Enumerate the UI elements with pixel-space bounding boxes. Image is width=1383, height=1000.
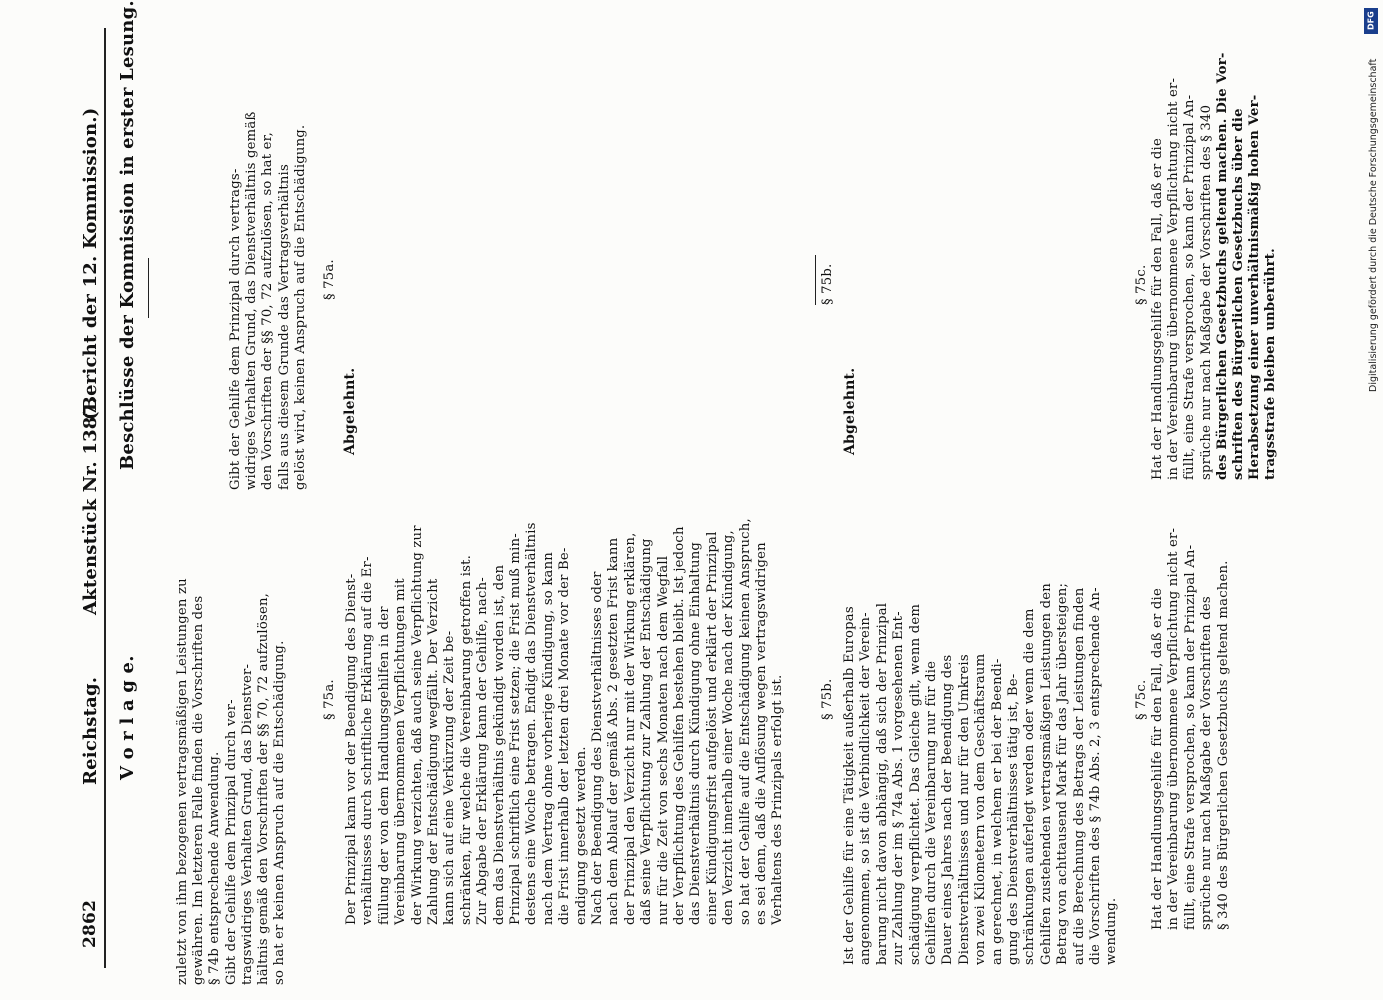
text-line: Herabsetzung einer unverhältnismäßig hohen Ver- [1247,94,1263,480]
text-line: Zahlung der Entschädigung wegfällt. Der Verzicht [426,578,441,925]
abgelehnt-75b: Abgelehnt. [842,367,858,455]
text-line: sprüche nur nach Maßgabe der Vorschriften des § 340 [1198,104,1214,480]
text-line: Hat der Handlungsgehilfe für den Fall, daß er die [1150,588,1165,930]
text-line: es sei denn, daß die Auflösung wegen vertragswidrigen [754,542,769,925]
text-line: § 74b entsprechende Anwendung. [207,751,223,985]
aktenstueck-heading: Aktenstück Nr. 1387. [80,397,101,615]
text-line: der Wirkung verzichten, daß auch seine Verpflichtung zur [409,525,425,925]
text-line: nur für die Zeit von sechs Monaten nach dem Wegfall [655,555,671,925]
text-line: Gehilfen durch die Vereinbarung nur für die [924,660,939,965]
text-line: Gibt der Gehilfe dem Prinzipal durch vertrags- [228,168,243,490]
text-line: zuletzt von ihm bezogenen vertragsmäßigen Leistungen zu [175,578,190,985]
text-line: gung des Dienstverhältnisses tätig ist, Be- [1006,673,1021,965]
page-number: 2862 [80,899,100,948]
text-line: barung nicht davon abhängig, daß sich der Prinzipal [874,602,890,965]
dfg-logo: DFG [1364,8,1378,34]
beschluesse-paragraph-75a: § 75a. [322,259,337,300]
text-line: Zur Abgabe der Erklärung kann der Gehilfe, nach- [475,577,491,925]
text-line: sprüche nur nach Maßgabe der Vorschriften des [1199,596,1215,930]
text-line: gewähren. Im letzteren Falle finden die Vorschriften des [191,595,207,985]
vorlage-paragraph-75c: § 75c. [1134,679,1149,720]
text-line: nach dem Ablauf der gemäß Abs. 2 gesetzten Frist kann [606,537,622,925]
title-short-rule [148,258,149,318]
text-line: schränkungen auferlegt werden oder wenn die dem [1022,608,1038,965]
text-line: füllt, eine Strafe versprochen, so kann der Prinzipal An- [1182,94,1198,480]
text-line: Prinzipal schriftlich eine Frist setzen; die Frist muß min- [508,533,523,925]
text-line: der Prinzipal den Verzicht nur mit der Wirkung erklären, [622,532,638,925]
text-line: wendung. [1104,897,1120,965]
text-line: zur Zahlung der im § 74a Abs. 1 vorgesehenen Ent- [891,611,907,965]
text-line: die Vorschriften des § 74b Abs. 2, 3 entsprechende An- [1088,587,1103,965]
text-line: des Bürgerlichen Gesetzbuchs geltend machen. Die Vor- [1214,52,1230,480]
beschluesse-title: Beschlüsse der Kommission in erster Lesung. [117,0,138,470]
text-line: den Verzicht innerhalb einer Woche nach der Kündigung, [721,530,737,925]
text-line: kann sich auf eine Verkürzung der Zeit be- [442,630,458,925]
text-line: das Dienstverhältnis durch Kündigung ohne Einhaltung [688,541,704,925]
text-line: so hat er keinen Anspruch auf die Entschädigung. [272,640,288,985]
text-line: füllung der von dem Handlungsgehilfen in der [376,606,392,925]
text-line: dem das Dienstverhältnis gekündigt worden ist, den [491,564,507,925]
text-line: falls aus diesem Grunde das Vertragsverhältnis [276,164,292,490]
text-line: die Frist innerhalb der letzten drei Monate vor der Be- [557,547,573,925]
text-line: Nach der Beendigung des Dienstverhältnisses oder [590,571,605,925]
text-line: den Vorschriften der §§ 70, 72 aufzulösen, so hat er, [260,131,276,490]
section-short-rule [815,255,816,305]
text-line: verhältnisses durch schriftliche Erklärung auf die Er- [360,556,376,925]
text-line: § 340 des Bürgerlichen Gesetzbuchs geltend machen. [1215,560,1231,930]
abgelehnt-75a: Abgelehnt. [342,367,358,455]
dfg-credit-text: Digitalisierung gefördert durch die Deutsche Forschungsgemeinschaft [1368,58,1379,392]
text-line: an gerechnet, in welchem er bei der Beendi- [989,658,1005,965]
text-line: in der Vereinbarung übernommene Verpflichtung nicht er- [1166,527,1182,930]
text-line: tragswidriges Verhalten Grund, das Dienstver- [239,663,255,985]
text-line: nach dem Vertrag ohne vorherige Kündigung, so kann [540,552,556,925]
text-line: einer Kündigungsfrist aufgelöst und erklärt der Prinzipal [704,531,720,925]
text-line: Dauer eines Jahres nach der Beendigung des [940,654,956,965]
text-line: schriften des Bürgerlichen Gesetzbuchs über die [1231,108,1246,480]
vorlage-title: V o r l a g e. [117,655,138,780]
text-line: angenommen, so ist die Verbindlichkeit der Verein- [858,612,874,965]
text-line: Ist der Gehilfe für eine Tätigkeit außerhalb Europas [842,606,857,965]
text-line: Verhaltens des Prinzipals erfolgt ist. [770,674,786,925]
text-line: gelöst wird, keinen Anspruch auf die Entschädigung. [292,124,308,490]
text-line: tragsstrafe bleiben unberührt. [1263,248,1279,480]
text-line: von zwei Kilometern von dem Geschäftsraum [973,653,989,965]
beschluesse-paragraph-75b: § 75b. [820,263,835,305]
text-line: Der Prinzipal kann vor der Beendigung des Dienst- [344,573,359,925]
text-line: auf die Berechnung des Betrags der Leistungen finden [1071,587,1087,965]
text-line: hältnis gemäß den Vorschriften der §§ 70, 72 aufzulösen, [256,592,271,985]
text-line: Dienstverhältnisses und nur für den Umkreis [956,654,972,965]
text-line: der Verpflichtung des Gehilfen bestehen bleibt. Ist jedoch [672,526,687,925]
text-line: destens eine Woche betragen. Endigt das Dienstverhältnis [524,522,540,925]
header-rule [104,28,106,968]
text-line: in der Vereinbarung übernommene Verpflichtung nicht er- [1166,77,1182,480]
text-line: Gibt der Gehilfe dem Prinzipal durch ver- [223,699,239,985]
vorlage-paragraph-75b: § 75b. [820,678,835,720]
text-line: Vereinbarung übernommenen Verpflichtungen mit [393,578,409,925]
vorlage-paragraph-75a: § 75a. [322,679,337,720]
text-line: schränken, für welche die Vereinbarung getroffen ist. [458,555,474,925]
text-line: so hat der Gehilfe auf die Entschädigung keinen Anspruch, [737,518,753,925]
text-line: schädigung verpflichtet. Das Gleiche gilt, wenn dem [907,603,923,965]
text-line: daß seine Verpflichtung zur Zahlung der Entschädigung [639,538,655,925]
reichstag-heading: Reichstag. [80,676,101,785]
text-line: Gehilfen zustehenden vertragsmäßigen Leistungen den [1038,583,1054,965]
text-line: füllt, eine Strafe versprochen, so kann der Prinzipal An- [1182,544,1198,930]
text-line: Hat der Handlungsgehilfe für den Fall, daß er die [1150,138,1165,480]
beschluesse-paragraph-75c: § 75c. [1134,264,1149,305]
text-line: endigung gesetzt werden. [573,746,589,925]
text-line: Betrag von achttausend Mark für das Jahr übersteigen; [1055,582,1071,965]
text-line: widriges Verhalten Grund, das Dienstverhältnis gemäß [244,111,260,490]
bericht-heading: (Bericht der 12. Kommission.) [80,107,101,420]
